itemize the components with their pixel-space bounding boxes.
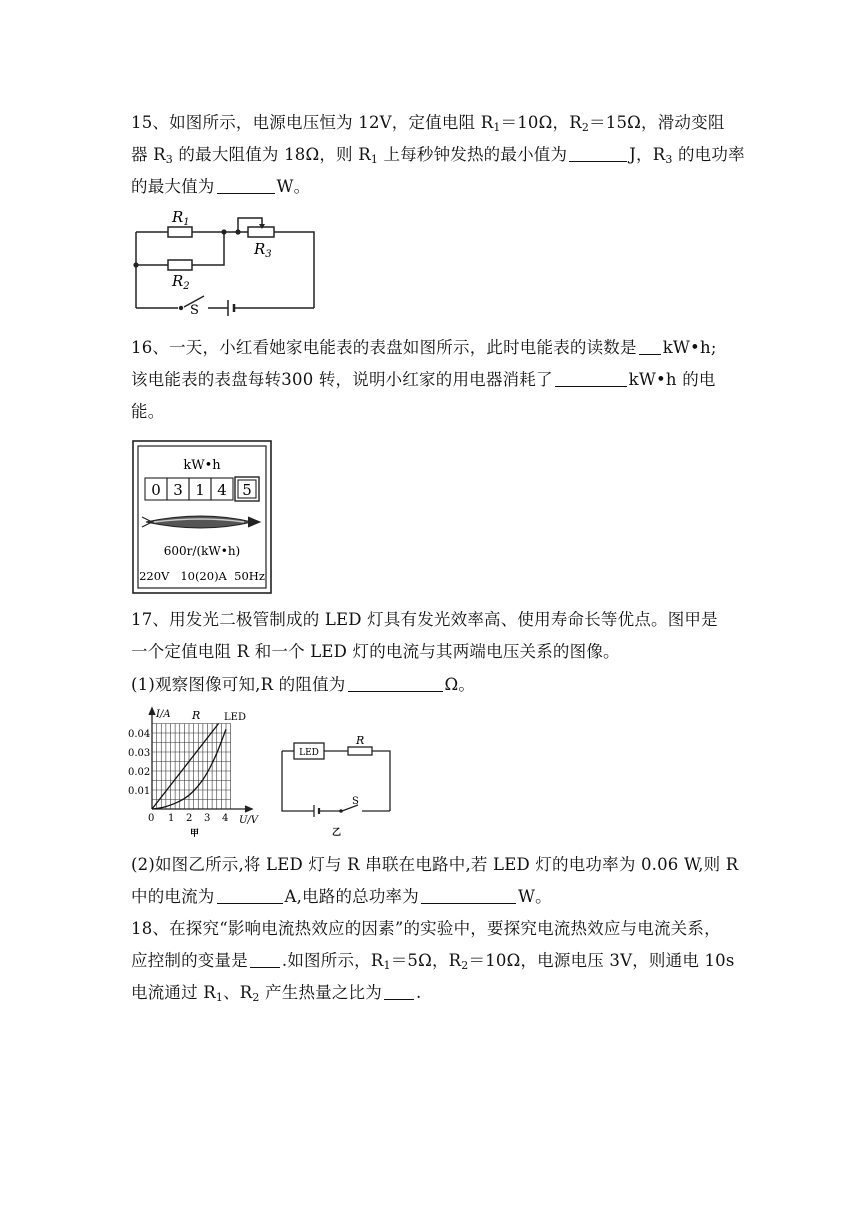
x-tick-2: 2 [186, 813, 193, 824]
label-r1: $R_1$ [172, 208, 190, 228]
x-tick-1: 1 [168, 813, 175, 824]
fig-label-jia: 甲 [190, 829, 200, 837]
q16-electric-meter [132, 440, 272, 594]
q15-circuit-diagram [128, 208, 324, 316]
q18-line-3: 电流通过 $R_1$、$R_2$ 产生热量之比为 . [131, 983, 422, 1004]
q16-line-3: 能。 [131, 402, 165, 421]
meter-digit-5: 5 [242, 481, 252, 499]
q16-line-1: 16、一天，小红看她家电能表的表盘如图所示，此时电能表的读数是 kW•h; [131, 338, 717, 357]
meter-digit-4: 4 [217, 481, 227, 499]
answer-blank-energy-used[interactable] [555, 369, 627, 387]
answer-blank-heat-ratio[interactable] [384, 982, 414, 1000]
label-r3: $R_3$ [254, 240, 272, 260]
x-tick-4: 4 [222, 813, 229, 824]
label-switch-s: S [190, 303, 199, 316]
q17-line-2: 一个定值电阻 R 和一个 LED 灯的电流与其两端电压关系的图像。 [131, 642, 620, 661]
answer-blank-power-max[interactable] [217, 176, 275, 194]
x-axis-label: U/V [239, 815, 259, 826]
q17-part-2-line-1: (2)如图乙所示,将 LED 灯与 R 串联在电路中,若 LED 灯的电功率为 0.06 W,则 R [131, 855, 739, 874]
answer-blank-control-variable[interactable] [250, 950, 280, 968]
answer-blank-current[interactable] [217, 886, 283, 904]
q17-iu-graph [126, 703, 266, 837]
y-tick-0.04: 0.04 [128, 729, 151, 740]
answer-blank-meter-reading[interactable] [639, 337, 661, 355]
q15-line-2: 器 $R_3$ 的最大阻值为 18Ω，则 $R_1$ 上每秒钟发热的最小值为 J，$R_3$ 的电功率 [131, 145, 745, 166]
meter-rate: 600r/(kW•h) [163, 544, 241, 558]
graph-grid [152, 724, 231, 810]
q17-part-1: (1)观察图像可知,R 的阻值为 Ω。 [131, 675, 476, 694]
q17-part-2-line-2: 中的电流为 A,电路的总功率为 W。 [131, 887, 552, 906]
meter-unit: kW•h [183, 458, 221, 473]
series-led-label: LED [224, 712, 246, 723]
q18-line-1: 18、在探究“影响电流热效应的因素”的实验中，要探究电流热效应与电流关系， [131, 919, 721, 938]
fig-label-yi: 乙 [332, 828, 342, 837]
q15-line-1: 15、如图所示，电源电压恒为 12V，定值电阻 $R_1=10\Omega$，$R_2=15\Omega$，滑动变阻 [131, 113, 725, 134]
q16-line-2: 该电能表的表盘每转300 转，说明小红家的用电器消耗了 kW•h 的电 [131, 370, 716, 389]
answer-blank-heat-min[interactable] [569, 144, 627, 162]
y-axis-label: I/A [156, 709, 171, 720]
label-switch-s2: S [352, 796, 359, 807]
x-tick-3: 3 [204, 813, 211, 824]
meter-digit-3: 1 [195, 481, 205, 499]
meter-specs: 220V 10(20)A 50Hz [139, 569, 265, 583]
answer-blank-total-power[interactable] [421, 886, 516, 904]
y-tick-0.03: 0.03 [128, 748, 151, 759]
meter-digit-2: 3 [173, 481, 183, 499]
meter-digit-1: 0 [151, 481, 161, 499]
series-r-line [152, 724, 219, 810]
series-r-label: R [192, 709, 201, 722]
q18-line-2: 应控制的变量是 .如图所示，$R_1=5\Omega$，$R_2=10\Omega$，电源电压 3V，则通电 10s [131, 951, 735, 972]
y-tick-0.02: 0.02 [128, 767, 151, 778]
y-tick-0.01: 0.01 [128, 786, 151, 797]
label-led: LED [299, 748, 319, 758]
label-r: R [356, 735, 365, 747]
q17-series-circuit [278, 735, 398, 837]
q15-line-3: 的最大值为 W。 [131, 177, 311, 196]
answer-blank-r-value[interactable] [348, 674, 443, 692]
q17-line-1: 17、用发光二极管制成的 LED 灯具有发光效率高、使用寿命长等优点。图甲是 [131, 610, 718, 629]
label-r2: $R_2$ [172, 272, 190, 292]
x-tick-0: 0 [148, 813, 155, 824]
